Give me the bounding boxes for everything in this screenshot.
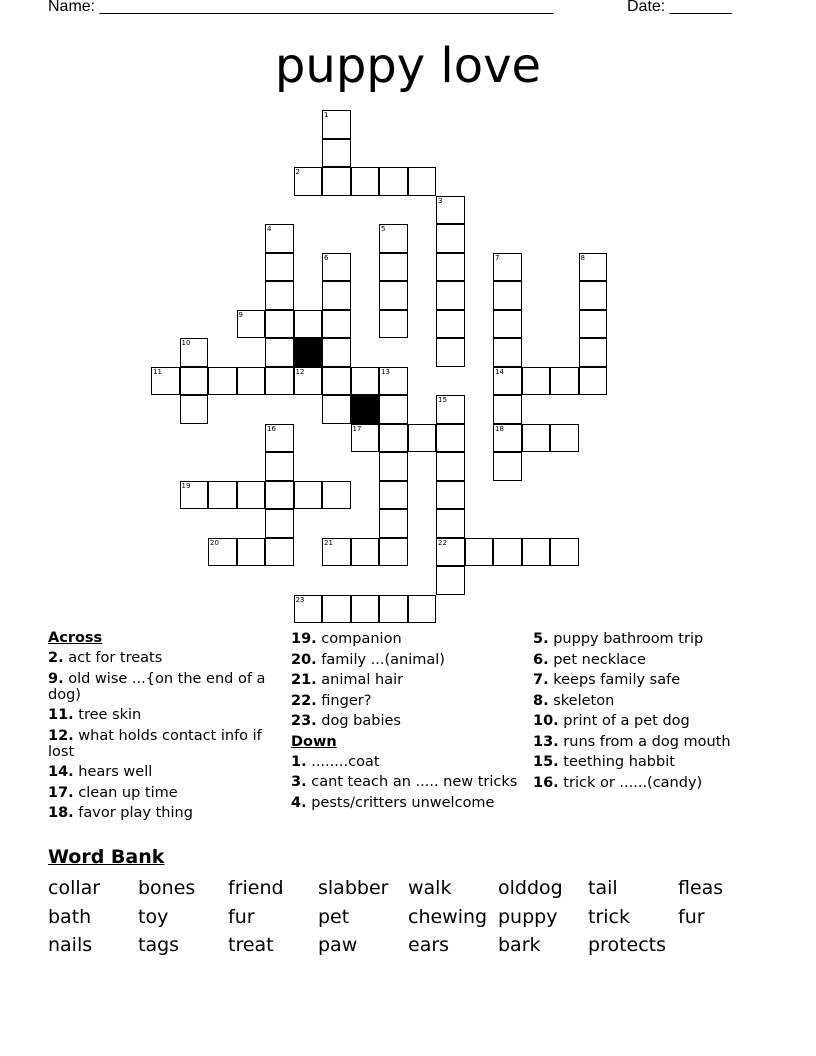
clue-across-12: 12. what holds contact info if lost [48,727,262,760]
crossword-clue-number: 4 [267,225,272,233]
word-bank-item: chewing [408,905,488,928]
clues-column-1 [48,628,278,826]
word-bank-item: fur [228,905,255,928]
crossword-cell[interactable] [493,538,522,567]
crossword-cell[interactable] [379,310,408,339]
crossword-clue-number: 9 [238,310,243,319]
crossword-clue-number: 22 [438,538,447,547]
crossword-cell[interactable] [379,281,408,310]
clue-down-1: 1. ........coat [291,753,380,770]
clue-across-19: 19. companion [291,631,402,647]
crossword-cell[interactable] [294,167,323,196]
crossword-cell[interactable] [265,338,294,367]
crossword-clue-number: 2 [295,168,300,176]
crossword-cell[interactable] [351,424,380,453]
puzzle-title: puppy love [274,38,542,94]
crossword-cell[interactable] [493,424,522,453]
crossword-cell[interactable] [351,167,380,196]
word-bank-item: toy [138,905,169,928]
word-bank-item: friend [228,877,284,899]
crossword-cell[interactable] [322,310,351,339]
crossword-cell[interactable] [351,367,380,396]
word-bank-item: nails [48,934,93,956]
crossword-cell[interactable] [493,310,522,339]
word-bank-item: puppy [498,905,558,928]
clue-across-21: 21. animal hair [291,672,404,688]
crossword-cell[interactable] [265,367,294,396]
word-bank-item: tags [138,934,180,956]
crossword-clue-number: 23 [295,595,305,604]
crossword-cell[interactable] [265,224,294,253]
word-bank-item: tail [588,877,618,899]
clue-down-13: 13. runs from a dog mouth [533,733,731,750]
clue-across-17: 17. clean up time [48,784,178,801]
crossword-clue-number: 3 [438,196,443,205]
crossword-cell[interactable] [322,367,351,396]
word-bank-item: collar [48,877,101,899]
crossword-cell[interactable] [522,367,551,396]
clues-column-3 [533,631,773,795]
word-bank-title: Word Bank [48,846,165,868]
crossword-cell[interactable] [436,310,465,339]
crossword-cell[interactable] [322,481,351,510]
clue-across-14: 14. hears well [48,764,153,780]
crossword-cell[interactable] [579,281,608,310]
crossword-cell[interactable] [322,110,351,139]
crossword-cell[interactable] [550,538,579,567]
word-bank-item: bark [498,934,541,956]
crossword-cell[interactable] [379,509,408,538]
crossword-cell[interactable] [265,253,294,282]
crossword-cell[interactable] [180,338,209,367]
crossword-cell[interactable] [208,481,237,510]
crossword-clue-number: 18 [495,424,504,433]
crossword-cell[interactable] [151,367,180,396]
crossword-clue-number: 16 [267,424,276,433]
crossword-cell[interactable] [208,538,237,567]
clue-down-3: 3. cant teach an ..... new tricks [291,774,518,790]
crossword-cell[interactable] [493,253,522,282]
crossword-clue-number: 21 [324,538,333,547]
crossword-cell[interactable] [351,595,380,624]
crossword-cell[interactable] [265,481,294,510]
crossword-cell[interactable] [379,224,408,253]
crossword-clue-number: 8 [580,253,585,262]
crossword-cell[interactable] [465,538,494,567]
crossword-clue-number: 15 [438,396,447,404]
word-bank-item: treat [228,934,274,956]
crossword-cell[interactable] [322,139,351,168]
clue-across-9: 9. old wise ...{on the end of a dog) [48,670,266,703]
crossword-cell[interactable] [493,338,522,367]
crossword-cell[interactable] [436,253,465,282]
word-bank-item: trick [588,905,630,928]
across-heading: Across [48,630,103,646]
crossword-clue-number: 20 [210,538,219,547]
crossword-cell[interactable] [493,452,522,481]
crossword-cell[interactable] [522,424,551,453]
crossword-cell[interactable] [436,424,465,453]
word-bank-item: walk [408,877,452,899]
crossword-cell[interactable] [408,424,437,453]
crossword-clue-number: 7 [495,253,500,262]
crossword-cell[interactable] [379,167,408,196]
crossword-clue-number: 12 [295,367,305,376]
crossword-cell[interactable] [322,395,351,424]
crossword-cell[interactable] [436,509,465,538]
crossword-clue-number: 10 [181,339,191,347]
crossword-cell[interactable] [579,338,608,367]
crossword-cell[interactable] [265,509,294,538]
crossword-cell[interactable] [379,424,408,453]
crossword-cell[interactable] [180,395,209,424]
crossword-cell[interactable] [322,281,351,310]
word-bank-item: fur [678,905,705,928]
crossword-cell[interactable] [436,481,465,510]
clue-across-11: 11. tree skin [48,707,142,723]
crossword-cell[interactable] [379,481,408,510]
crossword-cell[interactable] [379,395,408,424]
clue-across-18: 18. favor play thing [48,805,193,821]
clue-down-6: 6. pet necklace [533,651,646,668]
crossword-cell[interactable] [379,595,408,624]
down-heading: Down [291,733,337,750]
crossword-clue-number: 6 [324,253,329,262]
word-bank-item: olddog [498,877,563,899]
word-bank-item: pet [318,905,350,928]
clue-across-2: 2. act for treats [48,650,163,666]
crossword-clue-number: 19 [181,481,191,490]
clue-down-15: 15. teething habbit [533,754,675,770]
crossword-cell[interactable] [436,338,465,367]
crossword-clue-number: 11 [153,367,162,376]
crossword-cell[interactable] [322,167,351,196]
crossword-clue-number: 17 [352,424,362,433]
crossword-cell[interactable] [579,367,608,396]
word-bank-item: fleas [678,877,724,899]
crossword-cell[interactable] [265,452,294,481]
clue-down-5: 5. puppy bathroom trip [533,631,704,647]
crossword-cell[interactable] [436,281,465,310]
crossword-cell[interactable] [294,310,323,339]
crossword-cell[interactable] [579,253,608,282]
crossword-cell[interactable] [579,310,608,339]
crossword-clue-number: 14 [495,367,504,376]
crossword-cell[interactable] [265,424,294,453]
clue-across-23: 23. dog babies [291,713,401,729]
clue-down-10: 10. print of a pet dog [533,713,690,729]
date-field-label: Date: _______ [627,0,732,15]
crossword-cell[interactable] [237,310,266,339]
crossword-cell[interactable] [522,538,551,567]
word-bank-item: bath [48,905,92,928]
crossword-cell[interactable] [322,253,351,282]
clue-down-7: 7. keeps family safe [533,672,681,688]
crossword-cell[interactable] [436,224,465,253]
crossword-clue-number: 13 [381,367,390,376]
crossword-cell[interactable] [237,367,266,396]
crossword-cell[interactable] [493,367,522,396]
word-bank [48,874,788,960]
crossword-cell[interactable] [237,538,266,567]
crossword-cell[interactable] [294,367,323,396]
crossword-cell[interactable] [408,167,437,196]
clue-across-20: 20. family ...(animal) [291,651,445,668]
crossword-cell[interactable] [208,367,237,396]
crossword-cell[interactable] [294,595,323,624]
crossword-cell[interactable] [294,481,323,510]
crossword-cell[interactable] [351,538,380,567]
name-field-label: Name: ___________________________________________________ [48,0,554,15]
clue-down-4: 4. pests/critters unwelcome [291,794,495,811]
crossword-cell[interactable] [493,281,522,310]
crossword-cell[interactable] [436,196,465,225]
crossword-cell[interactable] [436,538,465,567]
crossword-cell[interactable] [379,452,408,481]
crossword-cell[interactable] [265,310,294,339]
crossword-cell[interactable] [322,538,351,567]
word-bank-item: slabber [318,877,389,899]
crossword-clue-number: 1 [324,111,329,119]
crossword-cell[interactable] [408,595,437,624]
crossword-cell[interactable] [322,338,351,367]
crossword-cell[interactable] [379,253,408,282]
crossword-cell[interactable] [550,367,579,396]
clue-down-16: 16. trick or ......(candy) [533,774,703,791]
crossword-cell[interactable] [436,566,465,595]
clue-across-22: 22. finger? [291,692,372,709]
crossword-cell[interactable] [436,395,465,424]
crossword-cell[interactable] [237,481,266,510]
word-bank-item: ears [408,934,450,956]
crossword-cell[interactable] [180,481,209,510]
crossword-cell[interactable] [322,595,351,624]
crossword-cell[interactable] [493,395,522,424]
crossword-cell[interactable] [180,367,209,396]
crossword-black-cell [294,338,323,367]
crossword-cell[interactable] [550,424,579,453]
crossword-cell[interactable] [265,538,294,567]
crossword-clue-number: 5 [381,225,386,233]
clues-column-2 [291,631,523,815]
word-bank-item: bones [138,877,196,899]
crossword-black-cell [351,395,380,424]
crossword-cell[interactable] [265,281,294,310]
crossword-cell[interactable] [436,452,465,481]
word-bank-item: paw [318,934,358,956]
clue-down-8: 8. skeleton [533,692,615,709]
word-bank-item: protects [588,934,667,956]
crossword-cell[interactable] [379,538,408,567]
crossword-cell[interactable] [379,367,408,396]
